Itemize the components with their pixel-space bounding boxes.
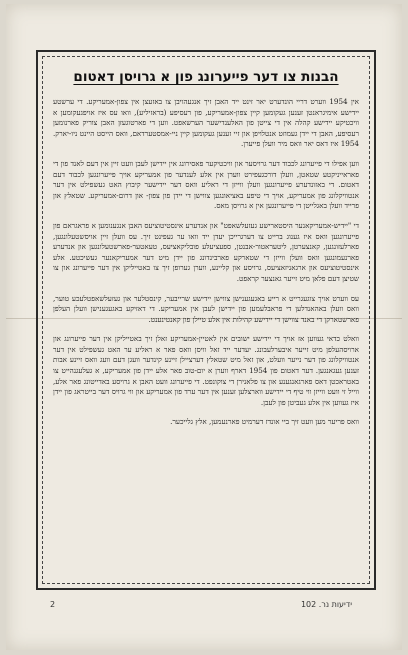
paragraph-3: די "יידיש-אמעריקאנער היסטארישע געזעלשאפט" און אנדערע אינסטיטוציעס האבן אנגענומען א פראגראם פון פייערונגען וואס איז גענוג ברייט צו דערגרייכן יעדן ייד וואו ער געפינט זיך. עס וועלן זיין אויסשטעלונגען, פארלעזונגען, קאנצערטן, ליטעראטור-אבנטן, ספעציעלע פובליקאציעס, טעאטער-פארשטעלונגען און אנדערע פארנעמונגען וואס וועלן ווייזן די שטארקע פארבינדונג פון יידן מיט דער אמעריקאנער געשיכטע. אלע אינסטיטוציעס און ארגאניזאציעס, גרויסע און קליינע, ווערן גערופן זיך צו באטייליקן אין דער פייערונג און צו שטיצן דעם פלאן מיט זייער גאנצער קראפט.: [53, 220, 359, 283]
paragraph-1: אין 1954 ווערט דריי הונדערט יאר זינט ייד האבן זיך אנגעהויבן צו באזעצן אין צפון-אמעריקע. די ערשטע יידישע אימיגראנטן זענען געקומען קיין צפון-אמעריקע, פון רעסיפע (בראזיליע), וואו עס איז אויפגעקומען א וויכטיקע יידישע קהלה אין די צייטן פון האלענדישער הערשאפט. ווען די פארטוגעזן האבן צוריק פארנומען רעסיפע, האבן די יידן געמוזט אנטלויפן און זיי זענען געקומען קיין ניי-אמסטערדאם, וואס הייסט היינט ניו-יארק. 1954 איז דאס יאר וואס מיר וועלן פייערן.: [53, 97, 359, 149]
page-footer: [40, 600, 370, 614]
paragraph-4: עס ווערט אויך צוגעגרייט א רייע באגעגענישן צווישן יידישע שרייבער, קינסטלער און געזעלשאפטלעכע טוער, וואס וועלן באהאנדלען די פראבלעמען פון יידישן לעבן אין אמעריקע. די דאזיקע באגעגענישן וועלן העלפן פארשטארקן די באנד צווישן די יידישע קהילות אין אלע טיילן פון קאנטינענט.: [53, 293, 359, 324]
document-title: הבנות צו דער פייערונג פון א גרויסן דאטום: [73, 69, 339, 85]
print-code: ידיעות נר. 102: [300, 600, 352, 609]
paragraph-2: ווען אפילו די פייערונג לכבוד דער גרויסער און וויכטיקער פאסירונג אין יידישן לעבן וועט זיין אין דעם לאנד פון די פאראייניקטע שטאטן, וועלן דורכגעפירט ווערן אין אלע לענדער פון אמעריקע אויך פייערונגען לכבוד דעם דאטום. די באזונדערע פייערונגען וועלן ווייזן די ראליע וואס דער יידישער קיבוץ האט געשפילט אין דער אנטוויקלונג פון אמעריקע, אויך די טיפע באציאונגען צווישן די יידן פון צפון- און דרום-אמעריקע. שטאלץ און פרייד וועלן באגלייטן די פייערונגען אין א גרויסן מאס.: [53, 158, 359, 211]
text-frame: [36, 50, 376, 590]
paragraph-5: וואלט כדאי געווען אז אויך די יידישע ישובים אין לאטיין-אמעריקע זאלן זיך באטייליקן אין דער פייערונג און ארויסהעלפן מיט זייער איבערלעבונג. יעדער ייד זאל וויסן וואס פאר א ראליע ער האט געשפילט אין דער אנטוויקלונג פון דער נייער וועלט, און זאל מיט שטאלץ דערציילן זיינע קינדער וועגן דעם וועג וואס זיינע אבות זענען געגאנגען. דער דאטום פון 1954 דארף ווערן א יום-טוב פאר אלע יידן פון אמעריקע, א געלעגנהייט צו באטראכטן דאס פארגאנגענע און צו פלאנירן די צוקונפט. די פייערונג וועט האבן א גרויסע באדייטונג פאר אלע, ווייל זי וועט ווייזן ווי טיף די יידישע ווארצלען זענען אין דער ערד פון אמעריקע און ווי גרויס דער בייטראג פון יידן איז געווען אין אלע געביטן פון לעבן.: [53, 334, 359, 407]
paragraph-6: וואס פריער מען וועט זיך ביי אונדז דערמיט פארנעמען, אלץ גלייכער.: [170, 417, 359, 427]
page-number: 2: [50, 600, 56, 609]
text-frame-inner: [42, 56, 370, 584]
